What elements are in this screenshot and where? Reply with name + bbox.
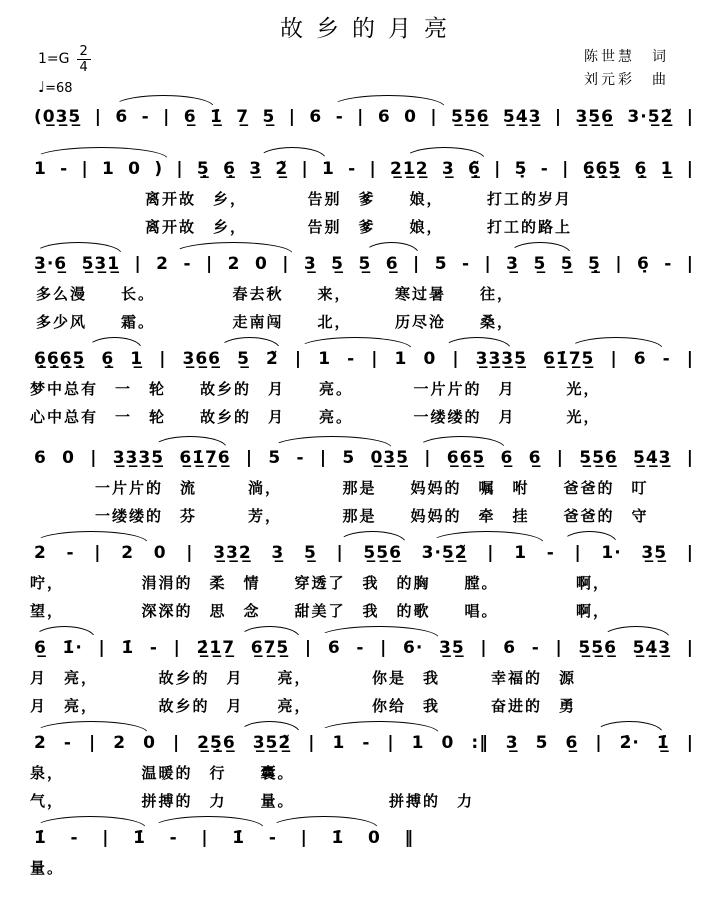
notation-row [34, 635, 694, 661]
slur-arc [331, 95, 445, 107]
slur-arc [239, 721, 300, 733]
time-signature-numerator: 2 [77, 44, 91, 60]
slur-arc [562, 531, 617, 543]
slur-arc [173, 242, 294, 254]
notation-row [34, 540, 694, 566]
lyric-line: 梦中总有 一 轮 故乡的 月 亮。 一片片的 月 光， [30, 382, 601, 398]
slur-arc [272, 436, 393, 448]
notation-line: 2 - | 2 0 | 2̲5̣̲6̲ 3̲5̲2̲̃ | 1 - | 1 0 :‖ 3̲ 5 6̲ | 2̇· 1̲̇ | [34, 733, 694, 753]
slur-arc [258, 147, 326, 159]
song-title: 故乡的月亮 [280, 16, 460, 41]
slur-arc [443, 337, 511, 349]
lyric-line: 望， 深深的 思 念 甜美了 我 的歌 唱。 啊， [30, 604, 611, 620]
key-signature: 1=G [38, 50, 70, 67]
slur-arc [34, 242, 122, 254]
slur-arc [34, 721, 148, 733]
time-signature-denominator: 4 [79, 60, 88, 75]
slur-arc [318, 626, 439, 638]
music-system [0, 156, 727, 238]
lyric-line: 泉， 温暖的 行 囊。 [30, 766, 295, 782]
quarter-note-icon: ♩ [38, 78, 46, 96]
tempo-marking [38, 79, 91, 96]
composer-credit: 刘元彩 曲 [584, 73, 669, 89]
slur-arc [417, 436, 505, 448]
lyric-line: 气， 拼搏的 力 量。 拼搏的 力 [30, 794, 475, 810]
slur-arc [239, 626, 300, 638]
notation-line: 1̇ - | 1̇ - | 1̇ - | 1̇ 0 ‖ [34, 828, 414, 848]
music-system [0, 346, 727, 428]
key-time-tempo-block [38, 44, 91, 96]
notation-line: (0̲3̲5̲ | 6 - | 6̲ 1̲̇ 7̲ 5̲ | 6 - | 6 0 | 5̲5̲6̲ 5̲4̲3̲ | 3̲5̲6̲ 3·5̲2̲̃ | [34, 107, 694, 127]
notation-line: 6̣̲6̣̲6̣̲5̣̲ 6̣̲ 1̲ | 3̲6̲6̲ 5̲ 2̃ | 1 - | 1 0 | 3̲3̲3̲5̲ 6̲1̲̇7̲5̲ | 6 - | [34, 349, 694, 369]
lyric-line: 一片片的 流 淌， 那是 妈妈的 嘱 咐 爸爸的 叮 [95, 481, 649, 497]
lyricist-credit: 陈世慧 词 [584, 50, 669, 65]
slur-arc [219, 337, 280, 349]
music-system [0, 104, 727, 130]
slur-arc [34, 531, 148, 543]
notation-line: 2 - | 2 0 | 3̲3̲2̲ 3̲ 5̲ | 5̲5̲6̲ 3·5̲2̲̃ | 1 - | 1· 3̲5̲ | [34, 543, 694, 563]
slur-arc [364, 242, 419, 254]
lyric-line: 多么漫 长。 春去秋 来， 寒过暑 往， [36, 287, 515, 303]
slur-arc [595, 721, 663, 733]
slur-arc [430, 531, 544, 543]
notation-row [34, 445, 694, 471]
slur-arc [298, 337, 412, 349]
slur-arc [569, 337, 663, 349]
lyric-line: 月 亮， 故乡的 月 亮， 你给 我 奋进的 勇 [30, 699, 577, 715]
slur-arc [34, 626, 95, 638]
music-system [0, 251, 727, 333]
lyric-line: 咛， 涓涓的 柔 情 穿透了 我 的胸 膛。 啊， [30, 576, 611, 592]
notation-line: 3̲·6̲ 5̲3̲1̲ | 2 - | 2 0 | 3̲ 5̲ 5̲ 6̲ | 5 - | 3̲ 5̲ 5̲ 5̣̲ | 6̣ - | [34, 254, 694, 274]
slur-arc [34, 147, 168, 159]
lyric-line: 离开故 乡， 告别 爹 娘， 打工的岁月 [145, 192, 573, 208]
music-system [0, 635, 727, 717]
notation-row [34, 346, 694, 372]
lyric-line: 一缕缕的 芬 芳， 那是 妈妈的 牵 挂 爸爸的 守 [95, 509, 649, 525]
notation-line: 1 - | 1 0 ) | 5̣̲ 6̣̲ 3̲ 2̲̃ | 1 - | 2̲1̲2̲ 3̲ 6̣̲̃ | 5̣ - | 6̣̲6̣̲5̣̲ 6̣̲ 1̲ | [34, 159, 694, 179]
music-system [0, 730, 727, 812]
notation-line: 6 0 | 3̲3̲3̲5̲ 6̲1̲̇7̲6̲ | 5 - | 5 0̲3̲5̲ | 6̲6̲5̲ 6̲ 6̲ | 5̲5̲6̲ 5̲4̲3̲ | [34, 448, 694, 468]
lyric-line: 离开故 乡， 告别 爹 娘， 打工的路上 [145, 220, 573, 236]
slur-arc [34, 816, 146, 828]
lyric-line: 量。 [30, 861, 65, 877]
notation-row [34, 730, 694, 756]
music-system [0, 540, 727, 622]
tempo-value: =68 [45, 81, 73, 96]
slur-arc [318, 721, 439, 733]
notation-row [34, 825, 414, 851]
notation-row [34, 156, 694, 182]
slur-arc [338, 531, 406, 543]
slur-arc [404, 147, 485, 159]
slur-arc [153, 436, 228, 448]
music-system [0, 825, 727, 879]
slur-arc [602, 626, 670, 638]
slur-arc [152, 816, 264, 828]
slur-arc [87, 337, 142, 349]
slur-arc [509, 242, 570, 254]
time-signature [77, 44, 91, 75]
slur-arc [113, 95, 214, 107]
slur-arc [270, 816, 378, 828]
lyric-line: 心中总有 一 轮 故乡的 月 亮。 一缕缕的 月 光， [30, 410, 601, 426]
music-system [0, 445, 727, 527]
lyric-line: 多少风 霜。 走南闯 北， 历尽沧 桑， [36, 315, 515, 331]
lyric-line: 月 亮， 故乡的 月 亮， 你是 我 幸福的 源 [30, 671, 577, 687]
notation-line: 6̲ 1̇· | 1̇ - | 2̲̇1̲7̲ 6̲7̲5̲ | 6 - | 6· 3̲5̲ | 6 - | 5̲5̲6̲ 5̲4̲3̲ | [34, 638, 694, 658]
credits-block [584, 46, 669, 92]
notation-row [34, 104, 694, 130]
notation-row [34, 251, 694, 277]
